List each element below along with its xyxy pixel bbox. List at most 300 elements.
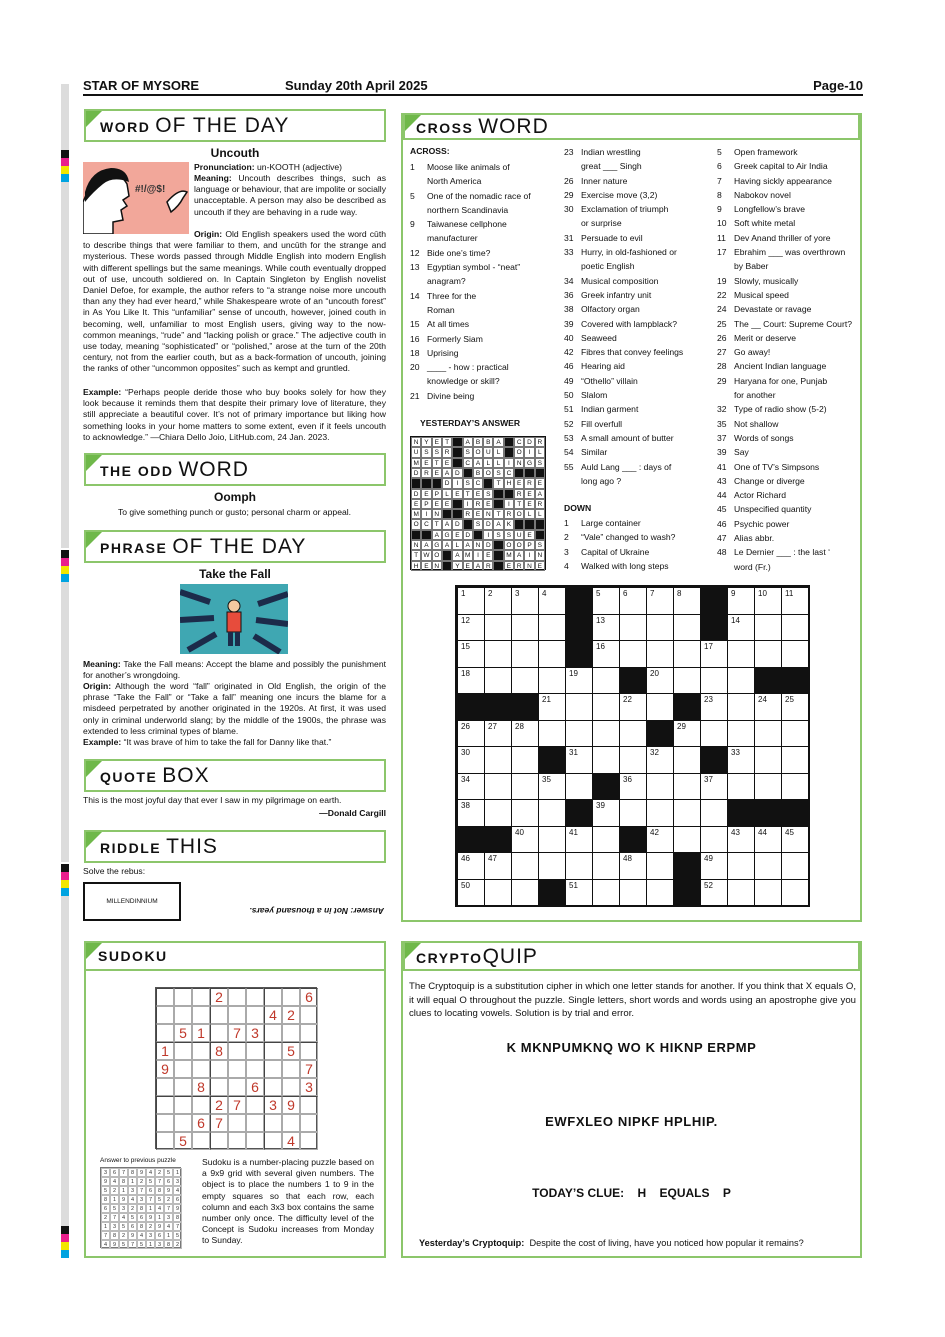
crossword-cell[interactable]	[727, 879, 755, 907]
crossword-cell[interactable]	[538, 826, 566, 854]
yesterday-cell: E	[535, 561, 545, 571]
crossword-cell[interactable]	[727, 720, 755, 748]
previous-answer-cell: 8	[164, 1240, 173, 1249]
crossword-cell[interactable]: 49	[700, 852, 728, 880]
sudoku-cell[interactable]	[156, 988, 174, 1006]
previous-answer-cell: 1	[164, 1231, 173, 1240]
crossword-cell[interactable]	[619, 879, 647, 907]
yesterday-cell: E	[514, 478, 524, 488]
crossword-cell[interactable]	[511, 746, 539, 774]
reg-mark	[61, 1242, 69, 1250]
sudoku-cell[interactable]	[174, 1096, 192, 1114]
crossword-cell[interactable]	[646, 852, 674, 880]
crossword-cell[interactable]	[673, 667, 701, 695]
yesterday-cell: T	[432, 519, 442, 529]
sudoku-cell[interactable]	[192, 1132, 210, 1150]
crossword-cell[interactable]: 12	[457, 614, 485, 642]
sudoku-cell[interactable]	[210, 1132, 228, 1150]
crossword-cell[interactable]: 28	[511, 720, 539, 748]
yesterday-grid	[410, 436, 546, 570]
crossword-cell[interactable]	[781, 614, 809, 642]
sudoku-cell[interactable]	[246, 1006, 264, 1024]
clue-line	[564, 288, 714, 302]
yesterday-cell	[463, 519, 473, 529]
crossword-cell[interactable]	[727, 667, 755, 695]
crossword-cell[interactable]	[511, 799, 539, 827]
sudoku-cell[interactable]	[210, 1078, 228, 1096]
crossword-cell[interactable]	[646, 693, 674, 721]
reg-mark	[61, 150, 69, 158]
crossword-cell[interactable]	[781, 640, 809, 668]
crossword-cell[interactable]: 31	[565, 746, 593, 774]
crossword-cell[interactable]	[673, 640, 701, 668]
yesterday-cell: M	[411, 509, 421, 519]
yesterday-cell: B	[483, 437, 493, 447]
sudoku-cell[interactable]	[264, 1024, 282, 1042]
clue-text: Slalom	[581, 390, 608, 401]
sudoku-cell[interactable]	[246, 1042, 264, 1060]
sudoku-cell[interactable]	[174, 1114, 192, 1132]
crossword-cell[interactable]	[754, 746, 782, 774]
sudoku-cell[interactable]	[264, 1132, 282, 1150]
clue-line	[717, 531, 859, 545]
crossword-cell[interactable]	[754, 773, 782, 801]
crossword-cell[interactable]	[538, 614, 566, 642]
sudoku-cell[interactable]	[174, 1006, 192, 1024]
crossword-cell[interactable]: 29	[673, 720, 701, 748]
yesterday-cell: L	[493, 458, 503, 468]
crossword-cell[interactable]: 46	[457, 852, 485, 880]
sudoku-cell[interactable]	[174, 1078, 192, 1096]
crossword-cell[interactable]: 20	[646, 667, 674, 695]
crossword-cell[interactable]	[511, 879, 539, 907]
sudoku-cell[interactable]	[210, 1006, 228, 1024]
crossword-cell[interactable]	[619, 614, 647, 642]
crossword-cell[interactable]	[781, 879, 809, 907]
crossword-cell[interactable]	[484, 746, 512, 774]
yesterday-cell: E	[473, 509, 483, 519]
crossword-cell[interactable]	[619, 799, 647, 827]
sudoku-cell[interactable]	[192, 988, 210, 1006]
crossword-cell[interactable]	[538, 852, 566, 880]
sudoku-cell[interactable]	[264, 1060, 282, 1078]
yesterday-cell: S	[473, 519, 483, 529]
yesterday-cell: A	[442, 519, 452, 529]
crossword-cell[interactable]: 45	[781, 826, 809, 854]
crossword-cell[interactable]	[754, 640, 782, 668]
black-square	[700, 587, 728, 615]
sudoku-cell[interactable]	[282, 1078, 300, 1096]
sudoku-cell[interactable]	[300, 1096, 318, 1114]
black-square	[538, 746, 566, 774]
yesterday-cell: C	[463, 458, 473, 468]
crossword-cell[interactable]: 44	[754, 826, 782, 854]
clue-text: Actor Richard	[734, 490, 787, 501]
sudoku-cell[interactable]	[264, 1042, 282, 1060]
clue-line	[564, 545, 714, 559]
clue-number	[564, 259, 581, 273]
clue-line	[717, 460, 859, 474]
previous-answer-cell: 4	[164, 1222, 173, 1231]
sudoku-cell[interactable]	[156, 1114, 174, 1132]
sudoku-cell[interactable]	[282, 1024, 300, 1042]
clue-number	[564, 216, 581, 230]
yesterday-cell: A	[442, 468, 452, 478]
previous-answer-cell: 7	[164, 1204, 173, 1213]
crossword-cell[interactable]: 27	[484, 720, 512, 748]
sudoku-cell: 2	[210, 1096, 228, 1114]
crossword-cell[interactable]: 22	[619, 693, 647, 721]
crossword-cell[interactable]	[538, 667, 566, 695]
crossword-cell[interactable]: 41	[565, 826, 593, 854]
crossword-cell[interactable]	[565, 693, 593, 721]
crossword-cell[interactable]: 40	[511, 826, 539, 854]
sudoku-cell[interactable]	[246, 1096, 264, 1114]
crossword-cell[interactable]	[727, 852, 755, 880]
crossword-cell[interactable]	[484, 879, 512, 907]
crossword-cell[interactable]	[538, 720, 566, 748]
previous-answer-cell: 6	[128, 1222, 137, 1231]
yesterday-cell: G	[442, 530, 452, 540]
sudoku-cell: 2	[210, 988, 228, 1006]
crossword-cell[interactable]	[673, 826, 701, 854]
crossword-cell[interactable]: 21	[538, 693, 566, 721]
clue-number: 21	[410, 390, 420, 401]
clue-text: Alias abbr.	[734, 533, 775, 544]
sudoku-cell[interactable]	[300, 1006, 318, 1024]
clue-number	[410, 174, 427, 188]
sudoku-cell[interactable]	[156, 1132, 174, 1150]
clue-line	[717, 231, 859, 245]
previous-answer-cell: 9	[164, 1186, 173, 1195]
crossword-cell[interactable]	[592, 693, 620, 721]
crossword-cell[interactable]	[565, 720, 593, 748]
previous-answer-cell: 7	[110, 1213, 119, 1222]
previous-answer-cell: 4	[137, 1231, 146, 1240]
crossword-grid[interactable]	[455, 585, 810, 907]
sudoku-cell[interactable]	[228, 1042, 246, 1060]
black-square	[673, 693, 701, 721]
crossword-cell[interactable]: 51	[565, 879, 593, 907]
sudoku-cell[interactable]	[174, 1060, 192, 1078]
sudoku-cell[interactable]	[300, 1042, 318, 1060]
sudoku-cell[interactable]	[228, 1114, 246, 1132]
yesterday-cell	[493, 561, 503, 571]
sudoku-cell[interactable]	[174, 1042, 192, 1060]
crossword-cell[interactable]	[565, 852, 593, 880]
clue-number: 20	[410, 362, 420, 373]
crossword-cell[interactable]	[754, 852, 782, 880]
yesterday-cell	[452, 509, 462, 519]
cryptoquip-title: CRYPTOQUIP	[416, 945, 538, 968]
crossword-cell[interactable]: 38	[457, 799, 485, 827]
clue-text: Walked with long steps	[581, 560, 669, 571]
yesterday-cell	[493, 550, 503, 560]
sudoku-cell[interactable]	[264, 988, 282, 1006]
crossword-cell[interactable]	[511, 614, 539, 642]
sudoku-cell[interactable]	[300, 1132, 318, 1150]
sudoku-cell: 7	[210, 1114, 228, 1132]
crossword-cell[interactable]	[565, 773, 593, 801]
crossword-cell[interactable]	[484, 614, 512, 642]
crossword-cell[interactable]: 1	[457, 587, 485, 615]
crossword-cell[interactable]: 13	[592, 614, 620, 642]
crossword-cell[interactable]: 7	[646, 587, 674, 615]
sudoku-grid[interactable]	[155, 987, 317, 1149]
clue-line	[410, 246, 560, 260]
crossword-cell[interactable]	[700, 826, 728, 854]
crossword-cell[interactable]: 8	[673, 587, 701, 615]
crossword-cell[interactable]: 43	[727, 826, 755, 854]
yesterday-cell: N	[483, 509, 493, 519]
crossword-cell[interactable]	[673, 746, 701, 774]
clue-number: 29	[564, 189, 574, 200]
crossword-cell[interactable]	[592, 826, 620, 854]
sudoku-cell[interactable]	[282, 1114, 300, 1132]
previous-answer-cell: 8	[137, 1204, 146, 1213]
page-header	[83, 76, 863, 96]
crossword-cell[interactable]: 32	[646, 746, 674, 774]
issue-date: Sunday 20th April 2025	[285, 78, 428, 93]
yesterday-cell	[504, 447, 514, 457]
crossword-cell[interactable]	[592, 667, 620, 695]
crossword-cell[interactable]	[646, 640, 674, 668]
crossword-cell[interactable]	[700, 667, 728, 695]
sudoku-cell[interactable]	[228, 1006, 246, 1024]
crossword-cell[interactable]	[727, 640, 755, 668]
yesterday-cell	[421, 530, 431, 540]
crossword-cell[interactable]: 16	[592, 640, 620, 668]
clue-number: 8	[717, 189, 722, 200]
crossword-cell[interactable]	[673, 614, 701, 642]
yesterday-cell: W	[421, 550, 431, 560]
crossword-cell[interactable]: 34	[457, 773, 485, 801]
crossword-cell[interactable]: 24	[754, 693, 782, 721]
clue-number: 9	[410, 219, 415, 230]
crossword-cell[interactable]	[484, 640, 512, 668]
crossword-cell[interactable]	[511, 640, 539, 668]
clue-text: Moose like animals of	[427, 162, 510, 172]
crossword-cell[interactable]: 18	[457, 667, 485, 695]
clue-line	[717, 417, 859, 431]
clue-number: 38	[564, 304, 574, 315]
crossword-cell[interactable]	[619, 746, 647, 774]
clue-line	[564, 474, 714, 488]
crossword-cell[interactable]	[592, 852, 620, 880]
crossword-cell[interactable]: 42	[646, 826, 674, 854]
previous-answer-cell: 2	[155, 1168, 164, 1177]
sudoku-cell[interactable]	[210, 1024, 228, 1042]
clue-text: Fibres that convey feelings	[581, 347, 684, 358]
crossword-cell[interactable]	[781, 773, 809, 801]
clue-number: 45	[717, 504, 727, 515]
crossword-cell[interactable]	[484, 773, 512, 801]
crossword-cell[interactable]	[754, 614, 782, 642]
crossword-cell[interactable]	[619, 720, 647, 748]
sudoku-cell[interactable]	[282, 988, 300, 1006]
sudoku-title: SUDOKU	[98, 948, 168, 964]
sudoku-cell[interactable]	[264, 1114, 282, 1132]
sudoku-cell: 1	[192, 1024, 210, 1042]
crossword-cell[interactable]: 17	[700, 640, 728, 668]
crossword-cell[interactable]: 23	[700, 693, 728, 721]
sudoku-cell[interactable]	[210, 1060, 228, 1078]
reg-mark	[61, 888, 69, 896]
sudoku-cell[interactable]	[192, 1060, 210, 1078]
crossword-cell[interactable]: 30	[457, 746, 485, 774]
sudoku-cell[interactable]	[156, 1006, 174, 1024]
clue-number: 12	[410, 247, 420, 258]
crossword-cell[interactable]	[538, 799, 566, 827]
crossword-cell[interactable]	[673, 773, 701, 801]
black-square	[565, 614, 593, 642]
clue-text: poetic English	[581, 261, 635, 272]
yesterday-cell: S	[493, 530, 503, 540]
previous-answer-cell: 3	[119, 1204, 128, 1213]
sudoku-cell[interactable]	[156, 1024, 174, 1042]
yesterday-cell: T	[493, 509, 503, 519]
crossword-cell[interactable]: 50	[457, 879, 485, 907]
crossword-cell[interactable]	[781, 746, 809, 774]
sudoku-cell[interactable]	[156, 1096, 174, 1114]
clue-text: Words of songs	[734, 432, 794, 443]
yesterday-cell: T	[442, 437, 452, 447]
clue-line	[717, 317, 859, 331]
yesterday-label: YESTERDAY’S ANSWER	[420, 418, 521, 428]
crossword-cell[interactable]: 39	[592, 799, 620, 827]
crossword-cell[interactable]	[538, 640, 566, 668]
clue-text: manufacturer	[427, 233, 478, 244]
sudoku-cell[interactable]	[264, 1078, 282, 1096]
crossword-cell[interactable]: 37	[700, 773, 728, 801]
crossword-cell[interactable]	[646, 614, 674, 642]
clue-text: Say	[734, 447, 749, 458]
yesterday-cell: Y	[452, 561, 462, 571]
clue-text: Longfellow’s brave	[734, 204, 806, 215]
crossword-cell[interactable]: 10	[754, 587, 782, 615]
crossword-cell[interactable]	[592, 720, 620, 748]
crossword-cell[interactable]	[511, 852, 539, 880]
page-number: Page-10	[813, 78, 863, 93]
clue-text: At all times	[427, 319, 470, 330]
sudoku-cell[interactable]	[192, 1006, 210, 1024]
clue-line	[410, 217, 560, 231]
crossword-cell[interactable]: 11	[781, 587, 809, 615]
sudoku-cell[interactable]	[300, 1114, 318, 1132]
sudoku-cell[interactable]	[228, 1132, 246, 1150]
crossword-cell[interactable]: 33	[727, 746, 755, 774]
sudoku-cell[interactable]	[228, 1060, 246, 1078]
crossword-cell[interactable]	[484, 799, 512, 827]
crossword-cell[interactable]	[700, 720, 728, 748]
yesterday-cell: I	[524, 447, 534, 457]
sudoku-cell[interactable]	[282, 1060, 300, 1078]
clue-number: 14	[410, 290, 420, 301]
crossword-cell[interactable]	[511, 667, 539, 695]
sudoku-cell[interactable]	[192, 1042, 210, 1060]
yesterday-cell: B	[473, 437, 483, 447]
yesterday-cell: R	[535, 499, 545, 509]
gutter-bar	[61, 182, 69, 548]
sudoku-cell[interactable]	[228, 1078, 246, 1096]
yesterday-cell: S	[535, 540, 545, 550]
crossword-cell[interactable]: 35	[538, 773, 566, 801]
crossword-cell[interactable]	[646, 799, 674, 827]
crossword-cell[interactable]: 47	[484, 852, 512, 880]
crossword-cell[interactable]: 3	[511, 587, 539, 615]
sudoku-cell[interactable]	[246, 1060, 264, 1078]
crossword-cell[interactable]: 9	[727, 587, 755, 615]
sudoku-cell: 2	[282, 1006, 300, 1024]
crossword-cell[interactable]: 14	[727, 614, 755, 642]
crossword-cell[interactable]	[727, 693, 755, 721]
crossword-cell[interactable]	[781, 852, 809, 880]
crossword-cell[interactable]	[754, 879, 782, 907]
crossword-cell[interactable]: 48	[619, 852, 647, 880]
sudoku-cell[interactable]	[192, 1096, 210, 1114]
clue-number	[410, 203, 427, 217]
crossword-cell[interactable]: 25	[781, 693, 809, 721]
crossword-cell[interactable]	[511, 773, 539, 801]
previous-answer-cell: 3	[173, 1177, 182, 1186]
crossword-cell[interactable]: 2	[484, 587, 512, 615]
sudoku-cell[interactable]	[174, 988, 192, 1006]
crossword-cell[interactable]	[754, 720, 782, 748]
yesterday-cell	[514, 519, 524, 529]
yesterday-cell: E	[524, 499, 534, 509]
clue-line	[564, 445, 714, 459]
crossword-cell[interactable]	[646, 773, 674, 801]
paper-name: STAR OF MYSORE	[83, 78, 200, 93]
sudoku-cell[interactable]	[246, 1114, 264, 1132]
previous-answer-cell: 3	[101, 1168, 110, 1177]
crossword-cell[interactable]: 36	[619, 773, 647, 801]
clue-line	[717, 245, 859, 259]
crossword-cell[interactable]	[673, 799, 701, 827]
crossword-cell[interactable]	[484, 667, 512, 695]
crossword-cell[interactable]	[700, 799, 728, 827]
crossword-cell[interactable]: 19	[565, 667, 593, 695]
sudoku-cell[interactable]	[300, 1024, 318, 1042]
crossword-cell[interactable]: 52	[700, 879, 728, 907]
sudoku-cell[interactable]	[228, 988, 246, 1006]
crossword-cell[interactable]: 15	[457, 640, 485, 668]
crossword-cell[interactable]	[646, 879, 674, 907]
crossword-cell[interactable]: 5	[592, 587, 620, 615]
crossword-cell[interactable]	[727, 773, 755, 801]
previous-answer-cell: 6	[173, 1195, 182, 1204]
previous-answer-cell: 2	[110, 1186, 119, 1195]
sudoku-cell: 9	[156, 1060, 174, 1078]
yesterday-cell: S	[463, 478, 473, 488]
crossword-cell[interactable]	[592, 879, 620, 907]
yesterday-cell: N	[514, 458, 524, 468]
crossword-cell[interactable]	[619, 640, 647, 668]
previous-answer-cell: 8	[101, 1195, 110, 1204]
crossword-cell[interactable]	[781, 720, 809, 748]
previous-answer-cell: 7	[155, 1177, 164, 1186]
crossword-cell[interactable]	[592, 746, 620, 774]
previous-answer-cell: 2	[164, 1195, 173, 1204]
sudoku-cell[interactable]	[246, 1132, 264, 1150]
sudoku-cell[interactable]	[246, 988, 264, 1006]
crossword-cell[interactable]: 6	[619, 587, 647, 615]
crossword-cell[interactable]: 4	[538, 587, 566, 615]
clue-number: 27	[717, 347, 727, 358]
yesterday-cell: R	[442, 447, 452, 457]
sudoku-cell[interactable]	[156, 1078, 174, 1096]
crossword-cell[interactable]: 26	[457, 720, 485, 748]
